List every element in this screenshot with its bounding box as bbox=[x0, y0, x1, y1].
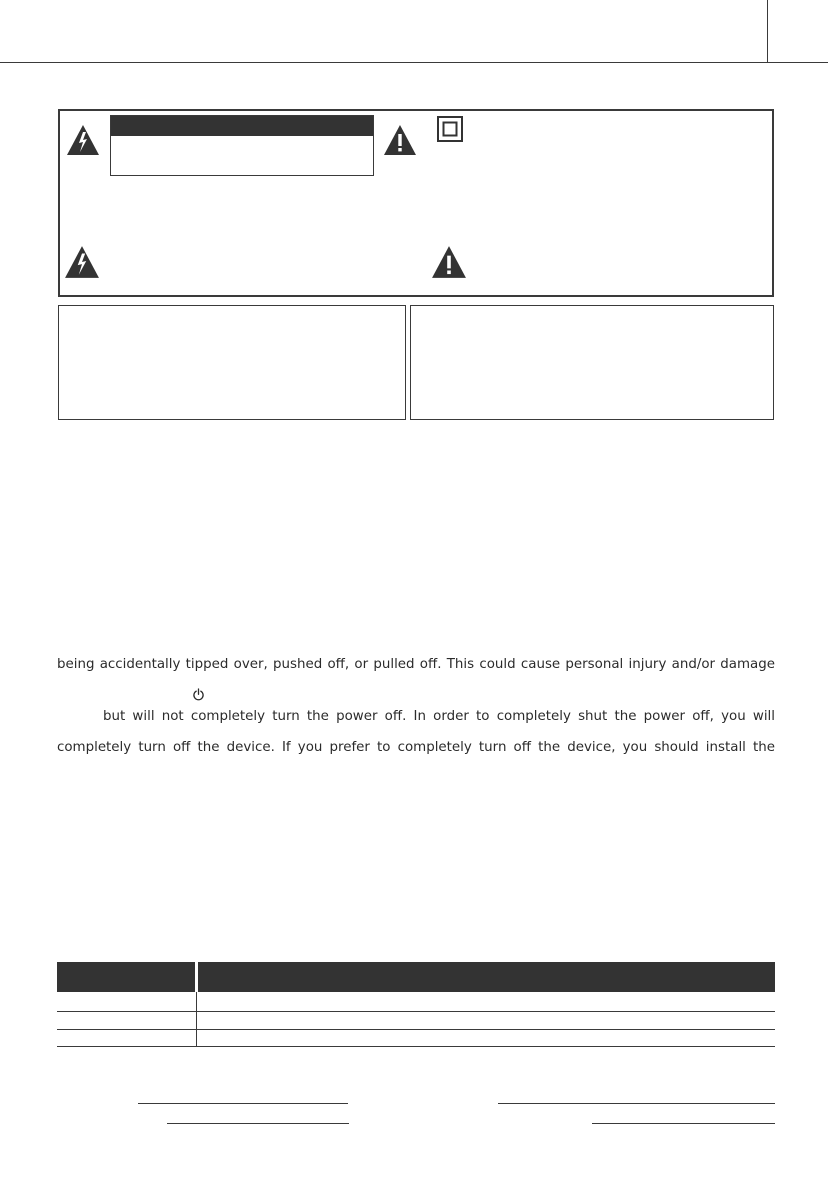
table-column-divider bbox=[196, 992, 197, 1047]
lightning-warning-icon bbox=[64, 245, 100, 279]
notice-box-right bbox=[410, 305, 774, 420]
body-line-2: but will not completely turn the power off. In order to completely shut the power off, you will bbox=[103, 709, 775, 724]
table-row-rule bbox=[57, 1011, 775, 1012]
exclamation-warning-icon bbox=[383, 124, 417, 156]
lightning-warning-icon bbox=[66, 124, 100, 156]
body-line-1: being accidentally tipped over, pushed off, or pulled off. This could cause personal injury and/or damage bbox=[57, 657, 775, 672]
crop-mark bbox=[767, 0, 768, 62]
top-rule bbox=[0, 62, 828, 63]
fill-in-line bbox=[592, 1123, 775, 1124]
table-header-cell-2 bbox=[198, 962, 775, 992]
power-icon bbox=[192, 688, 205, 701]
exclamation-warning-icon bbox=[431, 245, 467, 279]
table-header-cell-1 bbox=[57, 962, 195, 992]
caution-banner bbox=[111, 116, 373, 136]
fill-in-line bbox=[167, 1123, 349, 1124]
fill-in-line bbox=[138, 1103, 348, 1104]
table-row-rule bbox=[57, 1029, 775, 1030]
table-bottom-rule bbox=[57, 1046, 775, 1047]
fill-in-line bbox=[498, 1103, 775, 1104]
notice-box-left bbox=[58, 305, 406, 420]
double-insulation-icon bbox=[437, 116, 463, 142]
body-line-3: completely turn off the device. If you prefer to completely turn off the device, you should install the bbox=[57, 740, 775, 755]
